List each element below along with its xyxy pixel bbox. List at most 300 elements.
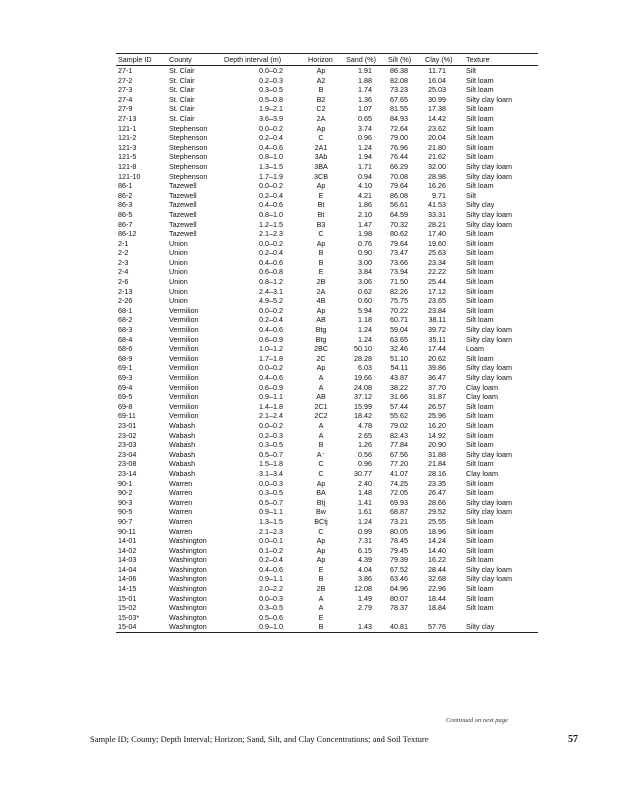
cell-depth: 0.0–0.2 xyxy=(259,181,283,191)
cell-clay: 20.62 xyxy=(428,353,446,363)
table-row xyxy=(116,133,538,143)
table-row xyxy=(116,507,538,517)
cell-county: Washington xyxy=(169,612,207,622)
cell-sand: 0.56 xyxy=(358,449,372,459)
cell-sample-id: 27-1 xyxy=(118,66,133,75)
cell-county: Tazewell xyxy=(169,229,197,239)
cell-horizon: 2B xyxy=(316,277,326,287)
header-clay: Clay (%) xyxy=(425,55,453,64)
cell-clay: 11.71 xyxy=(428,66,446,75)
cell-county: Union xyxy=(169,248,188,258)
cell-horizon: A xyxy=(318,430,324,440)
cell-silt: 43.87 xyxy=(390,373,408,382)
table-row xyxy=(116,114,538,124)
cell-sand: 1.49 xyxy=(358,593,372,603)
cell-county: Union xyxy=(169,267,188,277)
cell-texture: Silt loam xyxy=(466,305,494,315)
table-row xyxy=(116,574,538,584)
cell-sample-id: 86-3 xyxy=(118,200,133,210)
cell-sand: 6.15 xyxy=(358,545,372,555)
cell-depth: 0.6–0.9 xyxy=(259,334,283,344)
cell-depth: 0.4–0.6 xyxy=(259,200,283,210)
cell-depth: 0.6–0.8 xyxy=(259,267,283,277)
cell-sand: 1.86 xyxy=(358,200,372,210)
cell-clay: 23.35 xyxy=(428,478,446,488)
cell-depth: 0.4–0.6 xyxy=(259,564,283,574)
cell-sample-id: 69-3 xyxy=(118,373,133,382)
cell-texture: Silt loam xyxy=(466,593,494,603)
cell-sample-id: 68-6 xyxy=(118,344,133,354)
cell-horizon: C2 xyxy=(316,104,326,114)
cell-depth: 0.8–1.0 xyxy=(259,209,283,219)
cell-silt: 79.64 xyxy=(390,238,408,248)
cell-silt: 81.55 xyxy=(390,104,408,114)
cell-county: Washington xyxy=(169,593,207,603)
cell-county: St. Clair xyxy=(169,113,195,123)
cell-clay: 20.04 xyxy=(428,133,446,143)
table-row xyxy=(116,383,538,393)
cell-texture: Silt loam xyxy=(466,286,494,296)
cell-depth: 2.1–2.4 xyxy=(259,411,283,421)
cell-clay: 33.31 xyxy=(428,209,446,219)
cell-depth: 1.5–1.8 xyxy=(259,459,283,469)
cell-sample-id: 121-3 xyxy=(118,142,137,152)
cell-sand: 0.90 xyxy=(358,248,372,258)
cell-sand: 2.10 xyxy=(358,209,372,219)
cell-county: Wabash xyxy=(169,468,196,478)
cell-silt: 78.37 xyxy=(390,603,408,613)
cell-clay: 30.99 xyxy=(428,94,446,104)
cell-sample-id: 68-1 xyxy=(118,305,133,315)
cell-depth: 1.0–1.2 xyxy=(259,344,283,354)
cell-clay: 21.62 xyxy=(428,152,446,162)
cell-horizon: A xyxy=(318,420,324,430)
cell-horizon: 2A1 xyxy=(314,142,328,152)
cell-depth: 0.1–0.2 xyxy=(259,545,283,555)
cell-sample-id: 2-4 xyxy=(118,267,129,277)
cell-sand: 1.36 xyxy=(358,94,372,104)
cell-sand: 1.88 xyxy=(358,75,372,85)
cell-clay: 16.26 xyxy=(428,181,446,191)
table-row xyxy=(116,66,538,76)
cell-texture: Silty clay loam xyxy=(466,325,512,335)
table-row xyxy=(116,258,538,268)
table-row xyxy=(116,459,538,469)
cell-county: Washington xyxy=(169,603,207,613)
cell-texture: Silt loam xyxy=(466,488,494,498)
cell-clay: 31.88 xyxy=(428,449,446,459)
table-row xyxy=(116,622,538,632)
cell-horizon: 2C xyxy=(316,353,326,363)
cell-sample-id: 15-02 xyxy=(118,603,137,613)
cell-clay: 25.63 xyxy=(428,248,446,258)
cell-horizon: Bt xyxy=(317,209,325,219)
cell-depth: 0.4–0.6 xyxy=(259,373,283,382)
cell-clay: 26.57 xyxy=(428,401,446,411)
cell-silt: 63.46 xyxy=(390,574,408,584)
cell-sand: 0.94 xyxy=(358,171,372,181)
table-row xyxy=(116,469,538,479)
cell-depth: 0.3–0.5 xyxy=(259,440,283,450)
cell-county: Warren xyxy=(169,507,193,517)
cell-sample-id: 121-10 xyxy=(118,171,141,181)
cell-clay: 18.96 xyxy=(428,526,446,536)
cell-clay: 17.38 xyxy=(428,104,446,114)
cell-county: Vermilion xyxy=(169,363,199,373)
cell-depth: 0.0–0.1 xyxy=(259,536,283,546)
cell-horizon: C xyxy=(318,133,324,143)
cell-clay: 26.47 xyxy=(428,488,446,498)
cell-silt: 38.22 xyxy=(390,382,408,392)
cell-silt: 79.00 xyxy=(390,133,408,143)
cell-county: St. Clair xyxy=(169,66,195,75)
cell-county: Tazewell xyxy=(169,190,197,200)
cell-silt: 76.96 xyxy=(390,142,408,152)
cell-silt: 54.11 xyxy=(390,363,408,373)
table-row xyxy=(116,95,538,105)
table-row xyxy=(116,354,538,364)
cell-silt: 72.05 xyxy=(390,488,408,498)
cell-horizon: B xyxy=(318,622,324,632)
cell-silt: 82.08 xyxy=(390,75,408,85)
cell-depth: 0.0–0.2 xyxy=(259,363,283,373)
cell-sand: 3.00 xyxy=(358,257,372,267)
cell-silt: 51.10 xyxy=(390,353,408,363)
cell-horizon: Bt xyxy=(317,200,325,210)
cell-texture: Silt loam xyxy=(466,229,494,239)
table-row xyxy=(116,527,538,537)
cell-depth: 1.7–1.8 xyxy=(259,353,283,363)
cell-county: Wabash xyxy=(169,440,196,450)
cell-clay: 25.03 xyxy=(428,85,446,95)
cell-clay: 19.60 xyxy=(428,238,446,248)
cell-sample-id: 68-3 xyxy=(118,325,133,335)
cell-texture: Silt loam xyxy=(466,430,494,440)
cell-sand: 30.77 xyxy=(354,468,372,478)
cell-texture: Silt loam xyxy=(466,257,494,267)
cell-county: Washington xyxy=(169,584,207,594)
cell-clay: 18.84 xyxy=(428,603,446,613)
cell-sand: 28.28 xyxy=(354,353,372,363)
table-row xyxy=(116,104,538,114)
cell-silt: 73.94 xyxy=(390,267,408,277)
cell-texture: Silt loam xyxy=(466,181,494,191)
page-number: 57 xyxy=(568,734,578,745)
cell-horizon: E xyxy=(318,612,324,622)
cell-sand: 4.78 xyxy=(358,420,372,430)
cell-silt: 56.61 xyxy=(390,200,408,210)
cell-sand: 5.94 xyxy=(358,305,372,315)
table-row xyxy=(116,373,538,383)
cell-sample-id: 90-7 xyxy=(118,516,133,526)
cell-horizon: B xyxy=(318,440,324,450)
cell-horizon: 2C2 xyxy=(314,411,328,421)
table-row xyxy=(116,152,538,162)
table-row xyxy=(116,479,538,489)
cell-horizon: Ap xyxy=(316,536,326,546)
table-row xyxy=(116,267,538,277)
cell-texture: Loam xyxy=(466,344,484,354)
cell-texture: Silty clay loam xyxy=(466,161,512,171)
cell-sample-id: 15-03* xyxy=(118,612,140,622)
cell-depth: 0.3–0.5 xyxy=(259,603,283,613)
cell-county: Union xyxy=(169,257,188,267)
cell-county: Tazewell xyxy=(169,181,197,191)
cell-depth: 1.9–2.1 xyxy=(259,104,283,114)
cell-county: Tazewell xyxy=(169,200,197,210)
cell-depth: 0.5–0.7 xyxy=(259,497,283,507)
cell-silt: 76.44 xyxy=(390,152,408,162)
cell-silt: 84.93 xyxy=(390,113,408,123)
cell-sand: 1.24 xyxy=(358,325,372,335)
cell-sample-id: 121-1 xyxy=(118,123,137,133)
cell-county: Wabash xyxy=(169,459,196,469)
cell-clay: 14.92 xyxy=(428,430,446,440)
cell-texture: Silt loam xyxy=(466,545,494,555)
cell-texture: Silt loam xyxy=(466,555,494,565)
table-row xyxy=(116,555,538,565)
table-row xyxy=(116,287,538,297)
cell-clay: 25.96 xyxy=(428,411,446,421)
cell-county: Vermilion xyxy=(169,334,199,344)
cell-county: Warren xyxy=(169,516,193,526)
cell-county: Union xyxy=(169,277,188,287)
cell-sand: 4.21 xyxy=(358,190,372,200)
table-row xyxy=(116,594,538,604)
table-row xyxy=(116,76,538,86)
cell-texture: Silt loam xyxy=(466,526,494,536)
cell-depth: 0.8–1.2 xyxy=(259,277,283,287)
header-sand: Sand (%) xyxy=(346,55,376,64)
cell-sand: 1.47 xyxy=(358,219,372,229)
table-row xyxy=(116,546,538,556)
cell-horizon: E xyxy=(318,564,324,574)
cell-depth: 4.9–5.2 xyxy=(259,296,283,306)
table-row xyxy=(116,277,538,287)
cell-county: Washington xyxy=(169,555,207,565)
table-row xyxy=(116,440,538,450)
cell-clay: 23.84 xyxy=(428,305,446,315)
cell-sample-id: 69-11 xyxy=(118,411,136,421)
cell-sample-id: 23-04 xyxy=(118,449,137,459)
cell-depth: 0.9–1.1 xyxy=(259,574,283,584)
cell-horizon: B xyxy=(318,574,324,584)
cell-county: Stephenson xyxy=(169,133,208,143)
cell-silt: 55.62 xyxy=(390,411,408,421)
cell-county: Union xyxy=(169,286,188,296)
cell-texture: Silty clay loam xyxy=(466,219,512,229)
cell-sand: 1.24 xyxy=(358,142,372,152)
cell-county: Vermilion xyxy=(169,382,199,392)
cell-sand: 3.86 xyxy=(358,574,372,584)
cell-sample-id: 23-01 xyxy=(118,420,137,430)
cell-clay: 36.47 xyxy=(428,373,446,382)
cell-horizon: B xyxy=(318,257,324,267)
cell-horizon: A2 xyxy=(316,75,326,85)
cell-depth: 0.2–0.4 xyxy=(259,190,283,200)
cell-sample-id: 2-1 xyxy=(118,238,129,248)
cell-sand: 0.96 xyxy=(358,133,372,143)
table-row xyxy=(116,200,538,210)
cell-sample-id: 90-2 xyxy=(118,488,133,498)
cell-texture: Silty clay loam xyxy=(466,449,512,459)
cell-sample-id: 2-26 xyxy=(118,296,133,306)
cell-texture: Silt loam xyxy=(466,420,494,430)
table-row xyxy=(116,536,538,546)
cell-silt: 67.56 xyxy=(390,449,408,459)
header-silt: Silt (%) xyxy=(388,55,412,64)
table-row xyxy=(116,210,538,220)
cell-sample-id: 27-9 xyxy=(118,104,133,114)
cell-depth: 0.2–0.4 xyxy=(259,133,283,143)
table-row xyxy=(116,517,538,527)
cell-depth: 1.3–1.5 xyxy=(259,516,283,526)
table-row xyxy=(116,229,538,239)
cell-county: Stephenson xyxy=(169,171,208,181)
cell-texture: Silt loam xyxy=(466,440,494,450)
cell-sand: 0.76 xyxy=(358,238,372,248)
table-row xyxy=(116,431,538,441)
cell-county: Vermilion xyxy=(169,344,199,354)
cell-texture: Clay loam xyxy=(466,392,498,402)
cell-sand: 2.40 xyxy=(358,478,372,488)
cell-sand: 3.84 xyxy=(358,267,372,277)
cell-depth: 0.0–0.2 xyxy=(259,238,283,248)
cell-county: Vermilion xyxy=(169,315,199,325)
cell-silt: 70.32 xyxy=(390,219,408,229)
cell-silt: 59.04 xyxy=(390,325,408,335)
cell-horizon: A xyxy=(318,373,324,382)
cell-texture: Silt loam xyxy=(466,277,494,287)
cell-county: Tazewell xyxy=(169,219,197,229)
table-row xyxy=(116,325,538,335)
cell-clay: 41.53 xyxy=(428,200,446,210)
cell-clay: 29.52 xyxy=(428,507,446,517)
cell-county: Wabash xyxy=(169,430,196,440)
cell-texture: Silt loam xyxy=(466,478,494,488)
cell-horizon: 2A xyxy=(316,286,326,296)
cell-sample-id: 69-1 xyxy=(118,363,133,373)
cell-clay: 38.11 xyxy=(428,315,446,325)
cell-sample-id: 27-4 xyxy=(118,94,133,104)
cell-depth: 0.9–1.0 xyxy=(259,622,283,632)
cell-horizon: B xyxy=(318,85,324,95)
table-row xyxy=(116,248,538,258)
cell-sand: 0.96 xyxy=(358,459,372,469)
cell-sand: 0.60 xyxy=(358,296,372,306)
cell-clay: 28.98 xyxy=(428,171,446,181)
cell-sand: 50.10 xyxy=(354,344,372,354)
cell-silt: 70.22 xyxy=(390,305,408,315)
cell-depth: 0.0–0.2 xyxy=(259,66,283,75)
cell-horizon: 2C1 xyxy=(314,401,328,411)
cell-sample-id: 14-15 xyxy=(118,584,137,594)
cell-clay: 28.44 xyxy=(428,564,446,574)
cell-sand: 1.98 xyxy=(358,229,372,239)
cell-texture: Silt loam xyxy=(466,459,494,469)
cell-depth: 1.2–1.5 xyxy=(259,219,283,229)
cell-silt: 79.02 xyxy=(390,420,408,430)
cell-county: Warren xyxy=(169,497,193,507)
cell-sample-id: 2-2 xyxy=(118,248,129,258)
cell-clay: 23.34 xyxy=(428,257,446,267)
cell-texture: Clay loam xyxy=(466,382,498,392)
cell-clay: 35.11 xyxy=(428,334,446,344)
cell-horizon: 3BA xyxy=(314,161,328,171)
cell-horizon: Ap xyxy=(316,305,326,315)
cell-clay: 23.65 xyxy=(428,296,446,306)
cell-sample-id: 69-8 xyxy=(118,401,133,411)
cell-texture: Silt loam xyxy=(466,113,494,123)
soil-data-table xyxy=(116,53,538,633)
cell-sand: 1.61 xyxy=(358,507,372,517)
cell-county: Union xyxy=(169,296,188,306)
table-row xyxy=(116,315,538,325)
cell-sample-id: 90-5 xyxy=(118,507,133,517)
cell-sample-id: 68-2 xyxy=(118,315,133,325)
cell-depth: 0.5–0.6 xyxy=(259,612,283,622)
cell-sample-id: 23-08 xyxy=(118,459,137,469)
cell-sand: 3.06 xyxy=(358,277,372,287)
cell-silt: 80.07 xyxy=(390,593,408,603)
cell-county: Tazewell xyxy=(169,209,197,219)
table-row xyxy=(116,498,538,508)
cell-sample-id: 86-5 xyxy=(118,209,133,219)
cell-sand: 3.74 xyxy=(358,123,372,133)
cell-clay: 9.71 xyxy=(432,190,446,200)
cell-silt: 77.84 xyxy=(390,440,408,450)
cell-silt: 73.47 xyxy=(390,248,408,258)
cell-horizon: Btg xyxy=(315,325,327,335)
cell-sample-id: 121-8 xyxy=(118,161,137,171)
cell-sample-id: 86-7 xyxy=(118,219,133,229)
cell-texture: Silt loam xyxy=(466,133,494,143)
cell-silt: 86.08 xyxy=(390,190,408,200)
table-header-row xyxy=(116,54,538,65)
table-row xyxy=(116,392,538,402)
cell-horizon: Btg xyxy=(315,334,327,344)
cell-sample-id: 2-13 xyxy=(118,286,133,296)
cell-horizon: BCtj xyxy=(314,516,328,526)
cell-horizon: Bw xyxy=(316,507,326,517)
cell-sample-id: 27-13 xyxy=(118,113,137,123)
cell-clay: 21.80 xyxy=(428,142,446,152)
cell-sample-id: 23-14 xyxy=(118,468,137,478)
cell-horizon: C xyxy=(318,468,324,478)
cell-sample-id: 121-2 xyxy=(118,133,137,143)
cell-silt: 64.96 xyxy=(390,584,408,594)
cell-sand: 0.99 xyxy=(358,526,372,536)
cell-depth: 0.0–0.3 xyxy=(259,478,283,488)
cell-texture: Silt loam xyxy=(466,603,494,613)
header-sample-id: Sample ID xyxy=(118,55,152,64)
cell-county: Vermilion xyxy=(169,325,199,335)
cell-horizon: BA xyxy=(316,488,326,498)
cell-clay: 17.12 xyxy=(428,286,446,296)
cell-depth: 0.0–0.2 xyxy=(259,305,283,315)
cell-county: Wabash xyxy=(169,420,196,430)
cell-depth: 1.4–1.8 xyxy=(259,401,283,411)
cell-horizon: C xyxy=(318,229,324,239)
cell-texture: Silt loam xyxy=(466,75,494,85)
cell-texture: Silty clay loam xyxy=(466,94,512,104)
cell-silt: 75.75 xyxy=(390,296,408,306)
cell-texture: Silt loam xyxy=(466,142,494,152)
cell-sample-id: 14-01 xyxy=(118,536,137,546)
cell-silt: 73.66 xyxy=(390,257,408,267)
cell-texture: Silty clay loam xyxy=(466,171,512,181)
cell-county: Stephenson xyxy=(169,142,208,152)
